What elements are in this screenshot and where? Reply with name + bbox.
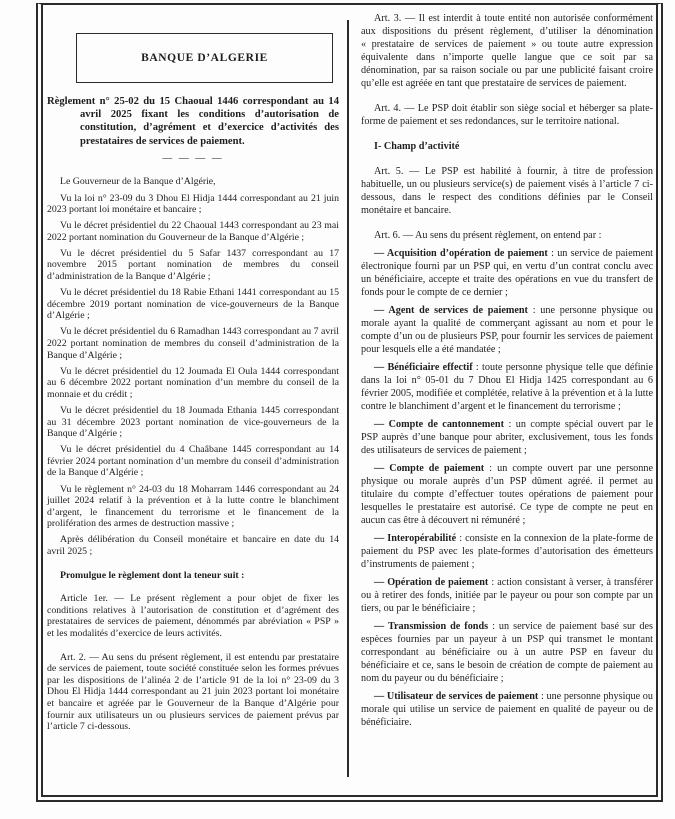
definition-item-beneficiaire (361, 361, 653, 413)
definition-term: — Interopérabilité (374, 533, 457, 544)
definition-term: — Utilisateur de services de paiement (374, 691, 539, 702)
right-column (361, 12, 653, 729)
banner-box (76, 33, 333, 83)
definition-body: : un service de paiement basé sur des espèces fournies par un payeur à un PSP qui transmet le montant correspondant au bénéficiaire ou à un autre PSP en faveur du bénéficiaire et ce, sans le besoin de création de compte de paiement au nom du payeur ou du bénéficiaire ; (361, 621, 654, 684)
vu-clause-decret-1: Vu le décret présidentiel du 22 Chaoual 1443 correspondant au 23 mai 2022 portant nomination du Gouverneur de la Banque d’Algérie ; (47, 220, 339, 243)
vu-clause-reglement: Vu le règlement n° 24-03 du 18 Moharram 1446 correspondant au 24 juillet 2024 relatif à la prévention et à la lutte contre le blanchiment d’argent, le financement du terrorisme et le financement de la prolifération des armes de destruction massive ; (47, 483, 339, 530)
column-divider (347, 20, 349, 777)
definition-body: : toute personne physique telle que définie dans la loi n° 05-01 du 7 Dhou El Hidja 1425 correspondant au 6 février 2005, modifiée et complétée, relative à la prévention et à la lutte contre le blanchiment d’argent et le financement du terrorisme ; (361, 362, 654, 412)
definition-item-agent (361, 304, 653, 356)
definition-term: — Acquisition d’opération de paiement (374, 248, 548, 259)
definition-item-transmission (361, 620, 653, 685)
definition-item-utilisateur (361, 690, 653, 729)
definition-term: — Compte de cantonnement (374, 419, 504, 430)
promulgation-line: Promulgue le règlement dont la teneur suit : (60, 569, 245, 581)
definition-term: — Opération de paiement (374, 577, 489, 588)
article-4-paragraph: Art. 4. — Le PSP doit établir son siège social et héberger sa plate-forme de paiement et ses redondances, sur le territoire national. (361, 103, 653, 127)
definition-body: : un compte ouvert par une personne physique ou morale auprès d’un PSP dûment agréé. il permet au titulaire du compte d’effectuer toutes opérations de paiement pour lesquelles le prestataire est autorisé. Ce type de compte ne peut en aucun cas être à découvert ni rémunéré ; (361, 463, 653, 526)
article-3-paragraph: Art. 3. — Il est interdit à toute entité non autorisée conformément aux dispositions du présent règlement, d’utiliser la dénomination « prestataire de services de paiement » ou toute autre expression équivalente dans n’importe quelle langue que ce soit par sa dénomination, par sa raison sociale ou par une publicité faisant croire qu’elle est agréée en tant que prestataire de services de paiement. (361, 13, 653, 89)
vu-clause-decret-5: Vu le décret présidentiel du 12 Joumada El Oula 1444 correspondant au 6 décembre 2022 portant nomination d’un membre du conseil de la monnaie et du crédit ; (47, 365, 339, 400)
deliberation-line: Après délibération du Conseil monétaire et bancaire en date du 14 avril 2025 ; (47, 534, 339, 558)
section-heading: I- Champ d’activité (374, 141, 460, 152)
definition-body: : consiste en la connexion de la plate-forme de paiement du PSP avec les plate-formes d’autorisation des émetteurs d’instruments de paiement ; (361, 533, 653, 570)
article-6-paragraph: Art. 6. — Au sens du présent règlement, on entend par : (374, 230, 602, 241)
vu-clause-decret-7: Vu le décret présidentiel du 4 Chaâbane 1445 correspondant au 14 février 2024 portant nomination d’un membre du conseil d’administration de la Banque d’Algérie ; (47, 444, 339, 479)
definition-item-compte-cantonnement (361, 418, 653, 457)
definition-term: — Compte de paiement (374, 463, 485, 474)
banner-title: BANQUE D’ALGERIE (141, 52, 268, 64)
vu-clause-decret-2: Vu le décret présidentiel du 5 Safar 1437 correspondant au 17 novembre 2015 portant nomination de membres du conseil d’administration de la Banque d’Algérie ; (47, 247, 339, 283)
article-2-paragraph: Art. 2. — Au sens du présent règlement, il est entendu par prestataire de services de paiement, toute société constituée selon les formes prévues par les dispositions de l’alinéa 2 de l’article 91 de la loi n° 23-09 du 3 Dhou El Hidja 1444 correspondant au 21 juin 2023 portant loi monétaire et bancaire et agréée par le Gouverneur de la Banque d’Algérie pour fournir aux utilisateurs un ou plusieurs services de paiement prévus par l’article 7 ci-dessous. (47, 651, 339, 733)
article-1-paragraph: Article 1er. — Le présent règlement a pour objet de fixer les conditions relatives à l’autorisation de constitution et d’agrément des prestataires de services de paiement, dénommés par abréviation « PSP » et les modalités d’exercice de leurs activités. (47, 593, 339, 639)
definition-body: : un compte spécial ouvert par le PSP auprès d’une banque pour abriter, exclusivement, tous les fonds des utilisateurs de services de paiement ; (361, 419, 653, 456)
definition-item-compte-paiement (361, 462, 653, 527)
definition-body: : un service de paiement électronique fourni par un PSP qui, en vertu d’un contrat conclu avec un bénéficiaire, accepte et traite des opérations en vue du transfert de fonds pour le compte de ce dernier ; (361, 248, 653, 298)
article-5-paragraph: Art. 5. — Le PSP est habilité à fournir, à titre de profession habituelle, un ou plusieurs service(s) de paiement visés à l’article 7 ci-dessous, dans le respect des conditions définies par le Conseil monétaire et bancaire. (361, 166, 653, 216)
heading-separator: — — — — (162, 152, 224, 164)
vu-clause-decret-4: Vu le décret présidentiel du 6 Ramadhan 1443 correspondant au 7 avril 2022 portant nomination de membres du conseil d’administration de la Banque d’Algérie ; (47, 326, 339, 361)
definition-item-operation (361, 576, 653, 615)
definition-body: : une personne physique ou morale ayant la qualité de commerçant agissant au nom et pour le compte d’un ou de plusieurs PSP, pour fournir les services de paiement pour lesquels elle a été mandatée ; (361, 305, 653, 355)
vu-clause-decret-6: Vu le décret présidentiel du 18 Joumada Ethania 1445 correspondant au 31 décembre 2023 portant nomination de vice-gouverneurs de la Banque d’Algérie ; (47, 405, 339, 440)
vu-clause-loi: Vu la loi n° 23-09 du 3 Dhou El Hidja 1444 correspondant au 21 juin 2023 portant loi monétaire et bancaire ; (47, 192, 339, 216)
definition-body: : une personne physique ou morale qui utilise un service de paiement en qualité de payeur ou de bénéficiaire. (361, 691, 653, 728)
definition-term: — Transmission de fonds (374, 621, 489, 632)
definition-body: : action consistant à verser, à transférer ou à retirer des fonds, initiée par le payeur ou pour son compte par un tiers, ou par le bénéficiaire ; (361, 577, 654, 614)
regulation-title: Règlement n° 25-02 du 15 Chaoual 1446 correspondant au 14 avril 2025 fixant les conditions d’autorisation de constitution, d’agrément et d’exercice d’activités des prestataires de services de paiement. (47, 96, 339, 147)
definition-item-interoperabilite (361, 532, 653, 571)
vu-clause-decret-3: Vu le décret présidentiel du 18 Rabie Ethani 1441 correspondant au 15 décembre 2019 portant nomination de vice-gouverneurs de la Banque d’Algérie ; (47, 287, 339, 322)
definition-term: — Agent de services de paiement (374, 305, 528, 316)
left-column (47, 95, 339, 733)
definition-term: — Bénéficiaire effectif (374, 362, 473, 373)
definition-item-acquisition (361, 247, 653, 299)
salutation-line: Le Gouverneur de la Banque d’Algérie, (60, 176, 216, 188)
